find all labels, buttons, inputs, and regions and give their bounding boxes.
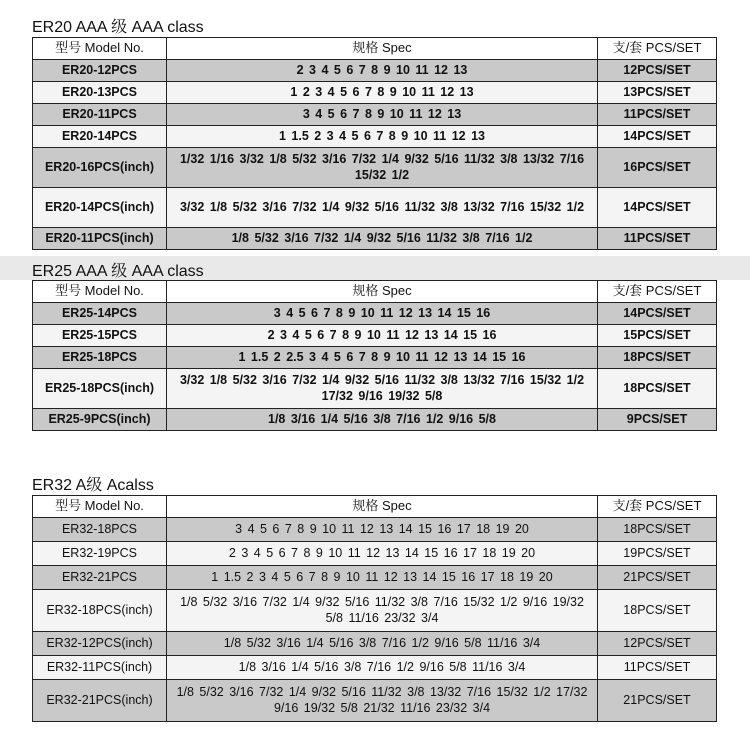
spec-cell: 1/8 3/16 1/4 5/16 3/8 7/16 1/2 9/16 5/8 — [167, 409, 598, 431]
er25-table — [32, 280, 717, 431]
model-cell: ER32-21PCS — [33, 566, 167, 590]
pcs-set-cell: 21PCS/SET — [598, 566, 717, 590]
model-cell: ER32-12PCS(inch) — [33, 632, 167, 656]
model-cell: ER32-18PCS(inch) — [33, 590, 167, 632]
table-row — [33, 228, 717, 250]
pcs-set-cell: 18PCS/SET — [598, 347, 717, 369]
spec-cell: 3/32 1/8 5/32 3/16 7/32 1/4 9/32 5/16 11/32 3/8 13/32 7/16 15/32 1/2 17/32 9/16 19/32 5/8 — [167, 369, 598, 409]
model-cell: ER25-15PCS — [33, 325, 167, 347]
table-row — [33, 104, 717, 126]
pcs-set-cell: 15PCS/SET — [598, 325, 717, 347]
spec-cell: 2 3 4 5 6 7 8 9 10 11 12 13 14 15 16 17 18 19 20 — [167, 542, 598, 566]
spec-cell: 1/8 5/32 3/16 1/4 5/16 3/8 7/16 1/2 9/16 5/8 11/16 3/4 — [167, 632, 598, 656]
pcs-set-cell: 18PCS/SET — [598, 518, 717, 542]
er20-table — [32, 37, 717, 250]
header-spec: 规格 Spec — [167, 496, 598, 518]
table-row — [33, 325, 717, 347]
pcs-set-cell: 19PCS/SET — [598, 542, 717, 566]
model-cell: ER20-12PCS — [33, 60, 167, 82]
header-row — [33, 496, 717, 518]
spec-cell: 1 1.5 2 3 4 5 6 7 8 9 10 11 12 13 — [167, 126, 598, 148]
model-cell: ER20-13PCS — [33, 82, 167, 104]
pcs-set-cell: 18PCS/SET — [598, 369, 717, 409]
model-cell: ER32-18PCS — [33, 518, 167, 542]
header-row — [33, 38, 717, 60]
table-row — [33, 542, 717, 566]
model-cell: ER20-14PCS(inch) — [33, 188, 167, 228]
table-row — [33, 82, 717, 104]
table-row — [33, 409, 717, 431]
table-row — [33, 680, 717, 722]
header-model: 型号 Model No. — [33, 496, 167, 518]
er32-table — [32, 495, 717, 722]
header-set: 支/套 PCS/SET — [598, 281, 717, 303]
spec-cell: 1 1.5 2 3 4 5 6 7 8 9 10 11 12 13 14 15 16 17 18 19 20 — [167, 566, 598, 590]
pcs-set-cell: 14PCS/SET — [598, 303, 717, 325]
table-row — [33, 148, 717, 188]
table-row — [33, 347, 717, 369]
model-cell: ER32-21PCS(inch) — [33, 680, 167, 722]
spec-cell: 3 4 5 6 7 8 9 10 11 12 13 14 15 16 17 18 19 20 — [167, 518, 598, 542]
model-cell: ER32-11PCS(inch) — [33, 656, 167, 680]
model-cell: ER20-16PCS(inch) — [33, 148, 167, 188]
model-cell: ER20-14PCS — [33, 126, 167, 148]
pcs-set-cell: 11PCS/SET — [598, 656, 717, 680]
table-row — [33, 60, 717, 82]
model-cell: ER25-14PCS — [33, 303, 167, 325]
header-set: 支/套 PCS/SET — [598, 496, 717, 518]
table-row — [33, 632, 717, 656]
spec-cell: 3 4 5 6 7 8 9 10 11 12 13 14 15 16 — [167, 303, 598, 325]
table-row — [33, 590, 717, 632]
table-row — [33, 369, 717, 409]
spec-cell: 1/8 3/16 1/4 5/16 3/8 7/16 1/2 9/16 5/8 11/16 3/4 — [167, 656, 598, 680]
pcs-set-cell: 18PCS/SET — [598, 590, 717, 632]
model-cell: ER25-9PCS(inch) — [33, 409, 167, 431]
model-cell: ER20-11PCS — [33, 104, 167, 126]
pcs-set-cell: 12PCS/SET — [598, 60, 717, 82]
pcs-set-cell: 12PCS/SET — [598, 632, 717, 656]
er32-body — [33, 496, 717, 722]
spec-cell: 1 1.5 2 2.5 3 4 5 6 7 8 9 10 11 12 13 14 15 16 — [167, 347, 598, 369]
model-cell: ER25-18PCS(inch) — [33, 369, 167, 409]
table-row — [33, 566, 717, 590]
pcs-set-cell: 16PCS/SET — [598, 148, 717, 188]
spec-cell: 1/8 5/32 3/16 7/32 1/4 9/32 5/16 11/32 3/8 13/32 7/16 15/32 1/2 17/32 9/16 19/32 5/8 21/32 11/16 23/32 3/4 — [167, 680, 598, 722]
header-row — [33, 281, 717, 303]
table-row — [33, 126, 717, 148]
table-row — [33, 656, 717, 680]
spec-cell: 3/32 1/8 5/32 3/16 7/32 1/4 9/32 5/16 11/32 3/8 13/32 7/16 15/32 1/2 — [167, 188, 598, 228]
pcs-set-cell: 14PCS/SET — [598, 126, 717, 148]
header-spec: 规格 Spec — [167, 281, 598, 303]
er32-title: ER32 A级 Acalss — [32, 477, 154, 494]
pcs-set-cell: 11PCS/SET — [598, 228, 717, 250]
header-set: 支/套 PCS/SET — [598, 38, 717, 60]
pcs-set-cell: 11PCS/SET — [598, 104, 717, 126]
header-model: 型号 Model No. — [33, 281, 167, 303]
model-cell: ER32-19PCS — [33, 542, 167, 566]
er25-title: ER25 AAA 级 AAA class — [32, 263, 204, 280]
er20-title: ER20 AAA 级 AAA class — [32, 19, 204, 36]
table-row — [33, 518, 717, 542]
pcs-set-cell: 9PCS/SET — [598, 409, 717, 431]
model-cell: ER25-18PCS — [33, 347, 167, 369]
spec-cell: 1/32 1/16 3/32 1/8 5/32 3/16 7/32 1/4 9/32 5/16 11/32 3/8 13/32 7/16 15/32 1/2 — [167, 148, 598, 188]
pcs-set-cell: 13PCS/SET — [598, 82, 717, 104]
spec-cell: 1/8 5/32 3/16 7/32 1/4 9/32 5/16 11/32 3/8 7/16 1/2 — [167, 228, 598, 250]
er25-body — [33, 281, 717, 431]
spec-cell: 2 3 4 5 6 7 8 9 10 11 12 13 — [167, 60, 598, 82]
pcs-set-cell: 14PCS/SET — [598, 188, 717, 228]
table-row — [33, 303, 717, 325]
pcs-set-cell: 21PCS/SET — [598, 680, 717, 722]
spec-cell: 3 4 5 6 7 8 9 10 11 12 13 — [167, 104, 598, 126]
spec-cell: 1/8 5/32 3/16 7/32 1/4 9/32 5/16 11/32 3/8 7/16 15/32 1/2 9/16 19/32 5/8 11/16 23/32 3/4 — [167, 590, 598, 632]
spec-cell: 2 3 4 5 6 7 8 9 10 11 12 13 14 15 16 — [167, 325, 598, 347]
table-row — [33, 188, 717, 228]
spec-cell: 1 2 3 4 5 6 7 8 9 10 11 12 13 — [167, 82, 598, 104]
model-cell: ER20-11PCS(inch) — [33, 228, 167, 250]
header-spec: 规格 Spec — [167, 38, 598, 60]
er20-body — [33, 38, 717, 250]
header-model: 型号 Model No. — [33, 38, 167, 60]
